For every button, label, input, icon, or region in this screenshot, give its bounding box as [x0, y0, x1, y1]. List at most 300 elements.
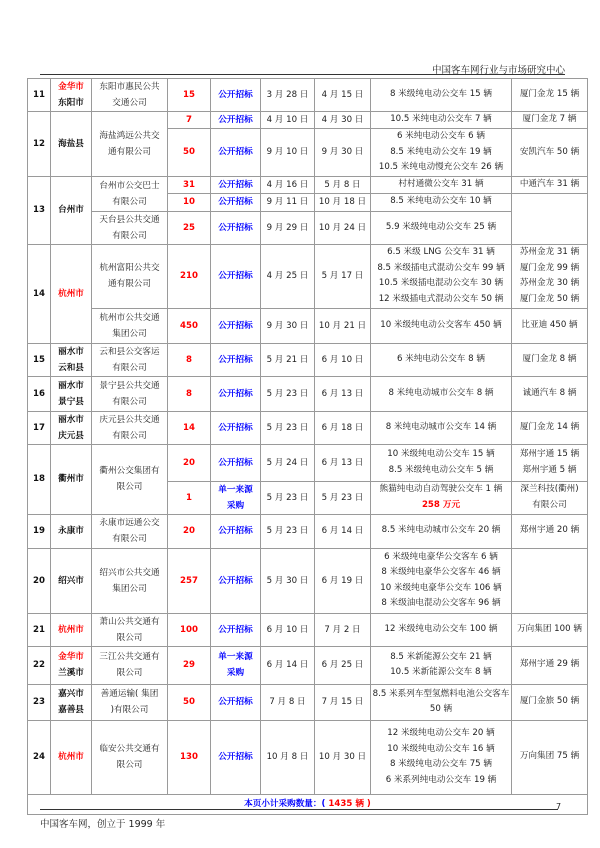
quantity-cell	[168, 646, 211, 684]
city-cell-line: 金华市	[58, 82, 84, 92]
vehicles-cell-line: 10.5 米纯电动慢充公交车 26 辆	[378, 162, 504, 172]
end-date-cell-line: 9 月 30 日	[321, 147, 364, 158]
city-cell-line: 云和县	[58, 362, 84, 373]
procurement-method-cell	[211, 720, 261, 794]
vehicles-cell-line: 8.5 米级插电式混动公交车 99 辆	[377, 262, 505, 273]
city-cell	[51, 613, 92, 646]
quantity-cell-line: 210	[180, 271, 198, 281]
vehicles-cell-line: 8.5 米新能源公交车 21 辆	[390, 651, 492, 662]
city-cell	[51, 646, 92, 684]
row-number-line: 22	[33, 660, 45, 670]
supplier-cell	[512, 613, 588, 646]
quantity-cell	[168, 112, 211, 129]
start-date-cell	[261, 193, 315, 211]
vehicles-cell-line: 6 米系列纯电动公交车 19 辆	[385, 774, 497, 785]
quantity-cell	[168, 720, 211, 794]
city-cell	[51, 244, 92, 343]
supplier-cell-line: 郑州宇通 5 辆	[522, 464, 577, 475]
quantity-cell-line: 14	[183, 422, 195, 433]
city-cell	[51, 112, 92, 177]
header-divider	[40, 74, 565, 75]
end-date-cell-line: 10 月 30 日	[318, 752, 367, 762]
end-date-cell-line: 7 月 15 日	[321, 697, 364, 707]
row-number-line: 21	[33, 624, 45, 635]
company-cell-line: 东阳市惠民公共交通公司	[99, 82, 160, 108]
quantity-cell-line: 130	[180, 752, 198, 762]
start-date-cell	[261, 376, 315, 411]
city-cell-line: 兰溪市	[58, 668, 84, 678]
vehicles-cell	[371, 684, 512, 720]
vehicles-cell	[371, 646, 512, 684]
vehicles-cell-line: 5.9 米级纯电动公交车 25 辆	[385, 221, 497, 232]
procurement-method-cell	[211, 308, 261, 343]
procurement-method-cell-line: 公开招标	[218, 575, 253, 586]
quantity-cell	[168, 514, 211, 548]
row-number	[28, 244, 51, 343]
footer-divider	[40, 809, 558, 810]
start-date-cell	[261, 244, 315, 308]
end-date-cell-line: 10 月 21 日	[318, 320, 367, 331]
start-date-cell-line: 5 月 23 日	[266, 492, 309, 503]
supplier-cell	[512, 193, 588, 244]
city-cell-line: 庆元县	[58, 430, 84, 441]
start-date-cell-line: 4 月 16 日	[266, 179, 309, 190]
quantity-cell-line: 257	[180, 575, 198, 586]
start-date-cell	[261, 548, 315, 613]
supplier-cell-line: 安凯汽车 50 辆	[519, 146, 580, 157]
supplier-cell-line: 厦门金龙 8 辆	[522, 353, 577, 364]
city-cell-line: 杭州市	[58, 752, 84, 762]
end-date-cell	[315, 193, 371, 211]
end-date-cell	[315, 481, 371, 514]
quantity-cell	[168, 481, 211, 514]
city-cell-line: 金华市	[58, 652, 84, 662]
company-cell-line: 海盐鸿远公共交通有限公司	[99, 130, 160, 157]
row-number	[28, 176, 51, 244]
supplier-cell	[512, 684, 588, 720]
company-cell-line: 衢州公交集团有限公司	[99, 466, 160, 492]
vehicles-cell-line: 6 米纯电动公交车 8 辆	[397, 353, 485, 364]
quantity-cell-line: 31	[183, 179, 195, 190]
start-date-cell-line: 5 月 23 日	[266, 388, 309, 399]
end-date-cell	[315, 112, 371, 129]
vehicles-cell	[371, 548, 512, 613]
quantity-cell-line: 50	[183, 697, 195, 707]
row-number-line: 15	[33, 354, 45, 365]
procurement-method-cell	[211, 514, 261, 548]
end-date-cell	[315, 244, 371, 308]
vehicles-cell	[371, 193, 512, 211]
city-cell	[51, 411, 92, 444]
procurement-method-cell-line: 公开招标	[218, 457, 253, 468]
table-row	[28, 112, 588, 129]
table-row	[28, 514, 588, 548]
start-date-cell	[261, 129, 315, 177]
row-number	[28, 720, 51, 794]
end-date-cell-line: 6 月 13 日	[321, 457, 364, 468]
city-cell	[51, 79, 92, 112]
vehicles-cell-line: 8.5 米纯电动城市公交车 20 辆	[381, 525, 501, 536]
start-date-cell	[261, 411, 315, 444]
quantity-cell-line: 10	[183, 197, 195, 207]
procurement-method-cell	[211, 376, 261, 411]
company-cell	[92, 211, 168, 244]
start-date-cell	[261, 444, 315, 481]
table-row	[28, 308, 588, 343]
row-number	[28, 343, 51, 376]
company-cell-line: 杭州市公共交通集团公司	[99, 312, 160, 339]
end-date-cell	[315, 646, 371, 684]
supplier-cell-line: 厦门金龙 7 辆	[522, 114, 577, 125]
vehicles-cell	[371, 176, 512, 193]
table-row	[28, 79, 588, 112]
supplier-cell-line: 厦门金龙 50 辆	[519, 293, 580, 304]
procurement-method-cell-line: 公开招标	[218, 388, 253, 399]
vehicles-cell	[371, 376, 512, 411]
supplier-cell-line: 厦门金龙 14 辆	[519, 421, 580, 432]
vehicles-cell	[371, 514, 512, 548]
vehicles-cell	[371, 613, 512, 646]
company-cell	[92, 444, 168, 514]
start-date-cell-line: 7 月 8 日	[269, 697, 306, 707]
company-cell	[92, 376, 168, 411]
end-date-cell	[315, 684, 371, 720]
start-date-cell-line: 5 月 24 日	[266, 457, 309, 468]
start-date-cell	[261, 481, 315, 514]
company-cell	[92, 613, 168, 646]
subtotal-label: 本页小计采购数量：(	[244, 799, 326, 809]
vehicles-cell-line: 10 米级纯电动公交车 16 辆	[387, 743, 495, 754]
end-date-cell-line: 5 月 8 日	[324, 179, 361, 190]
quantity-cell-line: 100	[180, 624, 198, 635]
city-cell	[51, 548, 92, 613]
city-cell	[51, 376, 92, 411]
start-date-cell-line: 5 月 23 日	[266, 526, 309, 536]
vehicles-cell-line: 6 米纯电动公交车 6 辆	[397, 131, 485, 141]
procurement-method-cell-line: 公开招标	[218, 354, 253, 365]
city-cell	[51, 343, 92, 376]
procurement-method-cell	[211, 343, 261, 376]
row-number	[28, 514, 51, 548]
company-cell-line: 永康市远通公交有限公司	[99, 518, 160, 544]
procurement-method-cell-line: 采购	[226, 500, 245, 511]
quantity-cell-line: 15	[183, 90, 195, 100]
row-number-line: 14	[33, 288, 45, 299]
table-row	[28, 343, 588, 376]
company-cell	[92, 646, 168, 684]
end-date-cell-line: 6 月 13 日	[321, 388, 364, 399]
procurement-method-cell	[211, 481, 261, 514]
company-cell-line: 萧山公共交通有限公司	[99, 616, 160, 643]
row-number-line: 24	[33, 752, 45, 762]
quantity-cell	[168, 129, 211, 177]
procurement-method-cell	[211, 684, 261, 720]
vehicles-cell	[371, 343, 512, 376]
start-date-cell	[261, 646, 315, 684]
procurement-method-cell-line: 公开招标	[218, 422, 253, 433]
procurement-method-cell-line: 公开招标	[218, 90, 253, 100]
company-cell-line: 天台县公共交通有限公司	[99, 214, 160, 241]
vehicles-cell	[371, 244, 512, 308]
supplier-cell	[512, 79, 588, 112]
row-number	[28, 613, 51, 646]
vehicles-cell-line: 6 米级纯电豪华公交客车 6 辆	[384, 551, 498, 562]
page-subtotal	[28, 794, 588, 814]
quantity-cell	[168, 308, 211, 343]
subtotal-value: 1435 辆 )	[325, 799, 371, 809]
procurement-method-cell-line: 公开招标	[218, 197, 253, 207]
end-date-cell	[315, 129, 371, 177]
supplier-cell-line: 郑州宇通 29 辆	[519, 659, 580, 670]
end-date-cell	[315, 548, 371, 613]
procurement-method-cell-line: 公开招标	[218, 271, 253, 281]
city-cell	[51, 176, 92, 244]
end-date-cell	[315, 444, 371, 481]
procurement-method-cell	[211, 193, 261, 211]
end-date-cell-line: 10 月 18 日	[318, 197, 367, 207]
vehicles-cell	[371, 411, 512, 444]
supplier-cell-line: 中通汽车 31 辆	[519, 178, 580, 189]
company-cell-line: 庆元县公共交通有限公司	[99, 414, 160, 441]
end-date-cell	[315, 411, 371, 444]
supplier-cell-line: 万向集团 100 辆	[517, 623, 582, 634]
start-date-cell-line: 5 月 30 日	[266, 575, 309, 586]
quantity-cell-line: 20	[183, 457, 195, 468]
procurement-table	[27, 78, 588, 815]
row-number-line: 16	[33, 388, 45, 399]
vehicles-cell-line: 10.5 米新能源公交车 8 辆	[390, 667, 492, 677]
vehicles-cell	[371, 308, 512, 343]
supplier-cell	[512, 481, 588, 514]
vehicles-cell-line: 8 米级油电混动公交客车 96 辆	[381, 598, 501, 608]
supplier-cell	[512, 646, 588, 684]
vehicles-cell-line: 10 米级纯电动公交车 15 辆	[387, 449, 495, 459]
supplier-cell	[512, 444, 588, 481]
row-number-line: 17	[33, 422, 45, 433]
quantity-cell-line: 29	[183, 660, 195, 670]
supplier-cell	[512, 112, 588, 129]
vehicles-cell-line: 10.5 米纯电动公交车 7 辆	[390, 114, 492, 125]
start-date-cell-line: 5 月 21 日	[266, 354, 309, 365]
procurement-method-cell-line: 公开招标	[218, 526, 253, 536]
end-date-cell-line: 4 月 15 日	[321, 90, 364, 100]
vehicles-cell-line: 10 米级纯电动公交客车 450 辆	[380, 319, 502, 330]
city-cell-line: 嘉兴市	[58, 689, 84, 699]
procurement-method-cell	[211, 444, 261, 481]
vehicles-cell	[371, 112, 512, 129]
vehicles-cell-line: 8.5 米级纯电动公交车 5 辆	[388, 464, 494, 475]
row-number	[28, 684, 51, 720]
page-number: 7	[556, 802, 562, 811]
city-cell	[51, 444, 92, 514]
supplier-cell	[512, 514, 588, 548]
vehicles-cell-line: 8 米纯电动城市公交车 8 辆	[388, 387, 494, 398]
vehicles-cell-line: 8 米级纯电动公交车 15 辆	[390, 89, 492, 100]
table-row	[28, 411, 588, 444]
start-date-cell	[261, 112, 315, 129]
start-date-cell	[261, 211, 315, 244]
end-date-cell-line: 6 月 19 日	[321, 575, 364, 586]
supplier-cell-line: 有限公司	[532, 499, 567, 510]
city-cell-line: 衢州市	[58, 474, 84, 484]
city-cell-line: 丽水市	[58, 380, 84, 391]
quantity-cell-line: 25	[183, 222, 195, 233]
vehicles-cell-line: 6.5 米级 LNG 公交车 31 辆	[387, 247, 495, 257]
procurement-method-cell	[211, 646, 261, 684]
vehicles-cell	[371, 211, 512, 244]
row-number	[28, 376, 51, 411]
end-date-cell-line: 10 月 24 日	[318, 222, 367, 233]
start-date-cell-line: 4 月 10 日	[266, 115, 309, 125]
procurement-method-cell-line: 公开招标	[218, 115, 253, 125]
supplier-cell	[512, 376, 588, 411]
supplier-cell-line: 万向集团 75 辆	[519, 751, 580, 762]
company-cell-line: 临安公共交通有限公司	[99, 744, 160, 770]
start-date-cell-line: 9 月 11 日	[266, 197, 309, 207]
end-date-cell-line: 6 月 18 日	[321, 422, 364, 433]
company-cell-line: 善通运输( 集团 )有限公司	[100, 689, 159, 715]
vehicles-cell-line: 8 米级纯电豪华公交客车 46 辆	[381, 567, 501, 577]
start-date-cell-line: 4 月 25 日	[266, 271, 309, 281]
company-cell	[92, 79, 168, 112]
row-number	[28, 79, 51, 112]
row-number	[28, 112, 51, 177]
start-date-cell-line: 5 月 23 日	[266, 422, 309, 433]
procurement-method-cell-line: 公开招标	[218, 222, 253, 233]
quantity-cell	[168, 684, 211, 720]
procurement-method-cell	[211, 411, 261, 444]
procurement-method-cell-line: 公开招标	[218, 624, 253, 635]
quantity-cell-line: 1	[186, 492, 192, 503]
row-number-line: 18	[33, 474, 45, 484]
procurement-method-cell	[211, 129, 261, 177]
end-date-cell	[315, 211, 371, 244]
end-date-cell	[315, 376, 371, 411]
company-cell-line: 云和县公交客运有限公司	[99, 346, 160, 373]
supplier-cell	[512, 548, 588, 613]
procurement-method-cell	[211, 211, 261, 244]
row-number-line: 13	[33, 205, 45, 215]
start-date-cell	[261, 176, 315, 193]
procurement-method-cell	[211, 548, 261, 613]
procurement-method-cell	[211, 244, 261, 308]
end-date-cell-line: 5 月 23 日	[321, 492, 364, 503]
vehicles-cell	[371, 720, 512, 794]
quantity-cell	[168, 176, 211, 193]
city-cell-line: 景宁县	[58, 396, 84, 407]
vehicles-cell-line: 10 米级纯电豪华公交车 106 辆	[380, 582, 502, 593]
company-cell	[92, 514, 168, 548]
start-date-cell	[261, 514, 315, 548]
row-number-line: 20	[33, 575, 45, 586]
company-cell	[92, 720, 168, 794]
table-row	[28, 376, 588, 411]
procurement-method-cell-line: 公开招标	[218, 697, 253, 707]
start-date-cell-line: 6 月 10 日	[266, 624, 309, 635]
company-cell-line: 台州市公交巴士有限公司	[99, 180, 160, 207]
supplier-cell-line: 苏州金龙 30 辆	[519, 278, 580, 288]
table-row	[28, 646, 588, 684]
vehicles-cell-line: 12 米级纯电动公交车 100 辆	[384, 623, 498, 634]
supplier-cell-line: 厦门金龙 99 辆	[519, 262, 580, 273]
end-date-cell	[315, 514, 371, 548]
row-number-line: 12	[33, 138, 45, 149]
city-cell-line: 杭州市	[58, 288, 84, 299]
table-row	[28, 720, 588, 794]
page-header-title: 中国客车网行业与市场研究中心	[432, 65, 566, 76]
table-row	[28, 176, 588, 193]
quantity-cell	[168, 444, 211, 481]
supplier-cell-line: 苏州金龙 31 辆	[519, 247, 580, 257]
start-date-cell-line: 9 月 29 日	[266, 222, 309, 233]
end-date-cell	[315, 176, 371, 193]
quantity-cell	[168, 79, 211, 112]
row-number-line: 23	[33, 697, 45, 707]
vehicles-cell	[371, 481, 512, 514]
end-date-cell	[315, 343, 371, 376]
supplier-cell-line: 郑州宇通 20 辆	[519, 525, 580, 536]
vehicles-cell-line: 8 米级纯电动公交车 75 辆	[390, 759, 492, 769]
quantity-cell	[168, 211, 211, 244]
quantity-cell-line: 50	[183, 147, 195, 158]
end-date-cell	[315, 308, 371, 343]
vehicles-cell-line: 8.5 米纯电动公交车 19 辆	[390, 146, 492, 157]
company-cell	[92, 411, 168, 444]
start-date-cell	[261, 79, 315, 112]
start-date-cell-line: 3 月 28 日	[266, 90, 309, 100]
procurement-method-cell	[211, 112, 261, 129]
vehicles-cell-line: 村村通微公交车 31 辆	[398, 178, 484, 189]
company-cell	[92, 308, 168, 343]
table-row	[28, 613, 588, 646]
procurement-method-cell-line: 单一来源	[218, 652, 253, 662]
city-cell-line: 丽水市	[58, 346, 84, 357]
end-date-cell	[315, 613, 371, 646]
quantity-cell	[168, 244, 211, 308]
vehicles-cell-line: 10.5 米级插电混动公交车 30 辆	[378, 278, 504, 288]
vehicles-cell	[371, 129, 512, 177]
vehicles-cell-line: 12 米级插电式混动公交车 50 辆	[378, 293, 504, 304]
supplier-cell	[512, 129, 588, 177]
table-row	[28, 211, 588, 244]
quantity-cell	[168, 343, 211, 376]
row-number	[28, 646, 51, 684]
vehicles-cell-line: 8.5 米系列车型氢燃料电池公交客车 50 辆	[372, 688, 510, 714]
end-date-cell-line: 7 月 2 日	[324, 624, 361, 635]
supplier-cell-line: 比亚迪 450 辆	[521, 319, 578, 330]
start-date-cell-line: 9 月 30 日	[266, 320, 309, 331]
total-row	[28, 794, 588, 814]
vehicles-cell-line: 熊猫纯电动自动驾驶公交车 1 辆	[379, 484, 503, 494]
company-cell	[92, 244, 168, 308]
row-number-line: 11	[33, 90, 45, 100]
supplier-cell	[512, 308, 588, 343]
quantity-cell-line: 20	[183, 526, 195, 536]
start-date-cell-line: 9 月 10 日	[266, 147, 309, 158]
supplier-cell-line: 厦门金龙 15 辆	[519, 89, 580, 100]
table-row	[28, 444, 588, 481]
quantity-cell	[168, 411, 211, 444]
start-date-cell	[261, 343, 315, 376]
supplier-cell-line: 厦门金旅 50 辆	[519, 696, 580, 707]
procurement-method-cell-line: 公开招标	[218, 147, 253, 158]
vehicles-cell-line: 8 米纯电动城市公交车 14 辆	[385, 421, 497, 432]
supplier-cell-line: 郑州宇通 15 辆	[519, 449, 580, 459]
start-date-cell	[261, 308, 315, 343]
company-cell-line: 杭州富阳公共交通有限公司	[99, 263, 160, 289]
end-date-cell-line: 6 月 25 日	[321, 660, 364, 670]
quantity-cell-line: 450	[180, 320, 198, 331]
